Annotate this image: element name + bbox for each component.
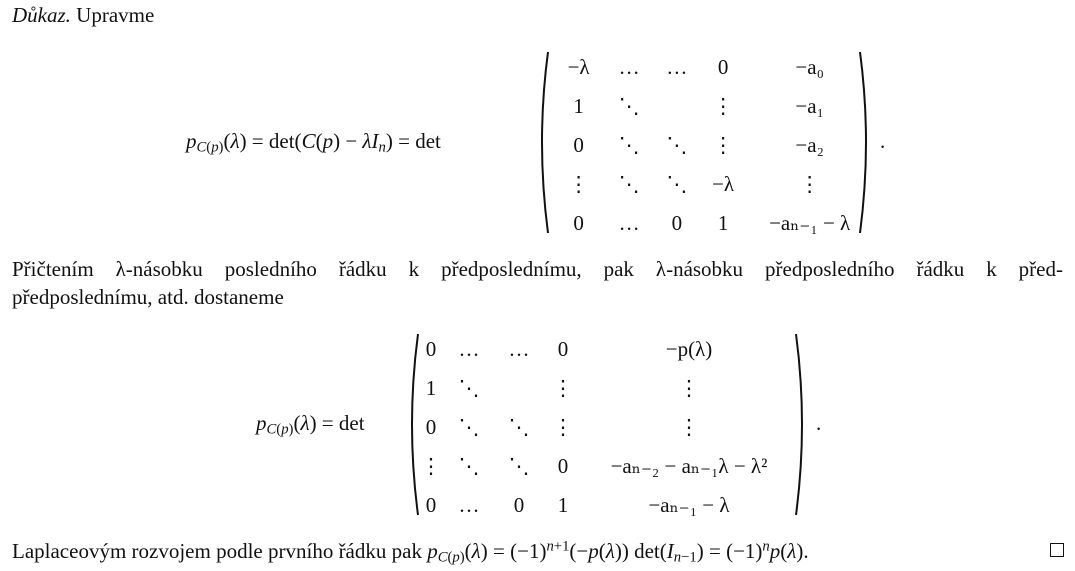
eq2-cell: 1 xyxy=(557,492,569,517)
eq2-cell: ⋱ xyxy=(458,453,480,478)
eq2-cell: 0 xyxy=(425,414,437,439)
eq2-cell: 0 xyxy=(557,336,569,361)
eq1-row xyxy=(552,165,874,204)
eq2-cell: 1 xyxy=(425,375,437,400)
proof-intro: Upravme xyxy=(76,3,155,27)
eq2-cell: ⋱ xyxy=(458,375,480,400)
eq1-cell: 0 xyxy=(671,210,683,235)
eq1-row xyxy=(552,87,874,126)
eq1-left-paren xyxy=(534,50,550,235)
eq1-cell: … xyxy=(618,54,640,79)
eq1-cell: 0 xyxy=(717,54,729,79)
eq1-cell: −a₂ xyxy=(795,132,824,157)
eq1-cell: 1 xyxy=(573,93,584,118)
eq2-cell: −p(λ) xyxy=(665,336,713,361)
eq2-row xyxy=(418,486,796,525)
eq1-cell: ⋱ xyxy=(666,171,688,196)
eq1-cell: −a₀ xyxy=(795,54,824,79)
eq1-cell xyxy=(653,87,701,126)
eq2-cell: ⋮ xyxy=(420,453,442,478)
eq1-cell: 0 xyxy=(573,132,584,157)
eq2-matrix xyxy=(404,332,810,517)
eq1-cell: −λ xyxy=(712,171,735,196)
eq2-cell: −aₙ₋₁ − λ xyxy=(648,492,730,517)
eq2-cell: −aₙ₋₂ − aₙ₋₁λ − λ² xyxy=(610,453,768,478)
para2-line1: Přičtením λ-násobku posledního řádku k předposlednímu, pak λ-násobku předposledního řádku k před- xyxy=(12,257,1063,281)
eq1-cell: ⋱ xyxy=(618,132,640,157)
eq2-cell: 0 xyxy=(425,336,437,361)
qed-square-icon xyxy=(1050,543,1064,557)
eq1-cell: ⋱ xyxy=(618,93,640,118)
para2-line2: předposlednímu, atd. dostaneme xyxy=(12,285,284,309)
eq1-cell: ⋱ xyxy=(618,171,640,196)
eq2-row xyxy=(418,447,796,486)
eq1-row xyxy=(552,126,874,165)
eq2-cell xyxy=(494,369,544,408)
eq2-row xyxy=(418,330,796,369)
eq1-cell: ⋮ xyxy=(712,93,734,118)
eq2-cell: 0 xyxy=(425,492,437,517)
eq1-lhs: $p_{C(p)}(\lambda) = \det(C(p) - \lambda I_n) = \det$ xyxy=(186,129,441,156)
eq1-cell: 1 xyxy=(717,210,729,235)
eq2-cell: 0 xyxy=(513,492,525,517)
final-line xyxy=(12,538,809,565)
eq1-cell: ⋮ xyxy=(568,171,590,196)
eq2-cell: 0 xyxy=(557,453,569,478)
eq2-cell: ⋱ xyxy=(508,453,530,478)
eq1-row xyxy=(552,204,874,243)
eq2-cell: ⋮ xyxy=(678,414,700,439)
eq2-period: . xyxy=(816,411,822,435)
proof-label: Důkaz. xyxy=(12,3,71,27)
eq2-row xyxy=(418,408,796,447)
eq2-row xyxy=(418,369,796,408)
eq2-cell: ⋱ xyxy=(508,414,530,439)
eq2-cell: … xyxy=(458,336,480,361)
eq2-cell: … xyxy=(458,492,480,517)
eq1-cell: −a₁ xyxy=(795,93,824,118)
proof-heading xyxy=(12,2,154,29)
eq1-cell: −λ xyxy=(567,54,590,79)
eq1-period: . xyxy=(880,129,886,153)
eq1-cell: ⋮ xyxy=(712,132,734,157)
eq2-cell: … xyxy=(508,336,530,361)
eq2-cell: ⋮ xyxy=(678,375,700,400)
eq2-cell: ⋮ xyxy=(552,375,574,400)
eq1-row xyxy=(552,48,874,87)
eq1-cell: −aₙ₋₁ − λ xyxy=(769,210,851,235)
eq1-cell: ⋮ xyxy=(799,171,821,196)
final-text: Laplaceovým rozvojem podle prvního řádku pak xyxy=(12,539,422,563)
eq1-cell: ⋱ xyxy=(666,132,688,157)
eq2-cell: ⋱ xyxy=(458,414,480,439)
eq1-cell: 0 xyxy=(573,210,584,235)
eq2-cell: ⋮ xyxy=(552,414,574,439)
eq2-right-paren xyxy=(794,332,810,517)
eq1-cell: … xyxy=(666,54,688,79)
eq2-lhs: $p_{C(p)}(\lambda) = \det$ xyxy=(256,411,365,438)
eq1-right-paren xyxy=(858,50,874,235)
eq1-matrix xyxy=(534,50,874,235)
eq1-cell: … xyxy=(618,210,640,235)
final-formula: $p_{C(p)}(\lambda) = (-1)^{n+1}(-p(\lambda)) \det(I_{n-1}) = (-1)^np(\lambda)$. xyxy=(427,538,809,566)
